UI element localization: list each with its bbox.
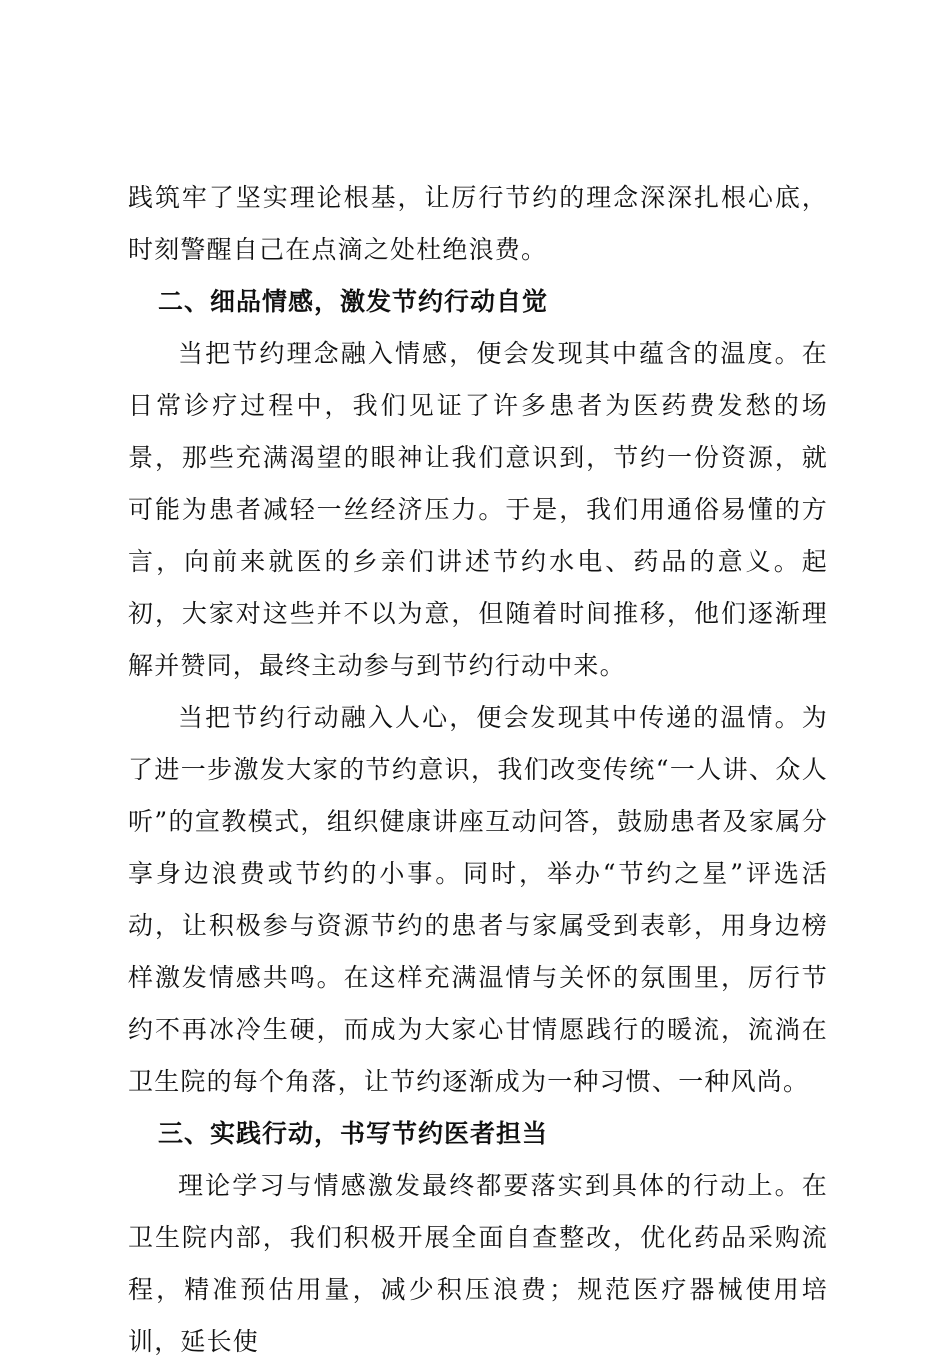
paragraph-emotion: 当把节约理念融入情感，便会发现其中蕴含的温度。在日常诊疗过程中，我们见证了许多患者为医药费发愁的场景，那些充满渴望的眼神让我们意识到，节约一份资源，就可能为患者减轻一丝经济压力。于是，我们用通俗易懂的方言，向前来就医的乡亲们讲述节约水电、药品的意义。起初，大家对这些并不以为意，但随着时间推移，他们逐渐理解并赞同，最终主动参与到节约行动中来。 [128, 339, 828, 680]
paragraph-warmth: 当把节约行动融入人心，便会发现其中传递的温情。为了进一步激发大家的节约意识，我们改变传统“一人讲、众人听”的宣教模式，组织健康讲座互动问答，鼓励患者及家属分享身边浪费或节约的小事。同时，举办“节约之星”评选活动，让积极参与资源节约的患者与家属受到表彰，用身边榜样激发情感共鸣。在这样充满温情与关怀的氛围里，厉行节约不再冰冷生硬，而成为大家心甘情愿践行的暖流，流淌在卫生院的每个角落，让节约逐渐成为一种习惯、一种风尚。 [128, 703, 828, 1096]
document-body [128, 172, 828, 1368]
paragraph-practice: 理论学习与情感激发最终都要落实到具体的行动上。在卫生院内部，我们积极开展全面自查整改，优化药品采购流程，精准预估用量，减少积压浪费；规范医疗器械使用培训，延长使 [128, 1171, 828, 1356]
section-heading-3: 三、实践行动，书写节约医者担当 [158, 1119, 549, 1148]
paragraph-continuation: 践筑牢了坚实理论根基，让厉行节约的理念深深扎根心底，时刻警醒自己在点滴之处杜绝浪费。 [128, 183, 828, 264]
section-heading-2: 二、细品情感，激发节约行动自觉 [158, 287, 549, 316]
